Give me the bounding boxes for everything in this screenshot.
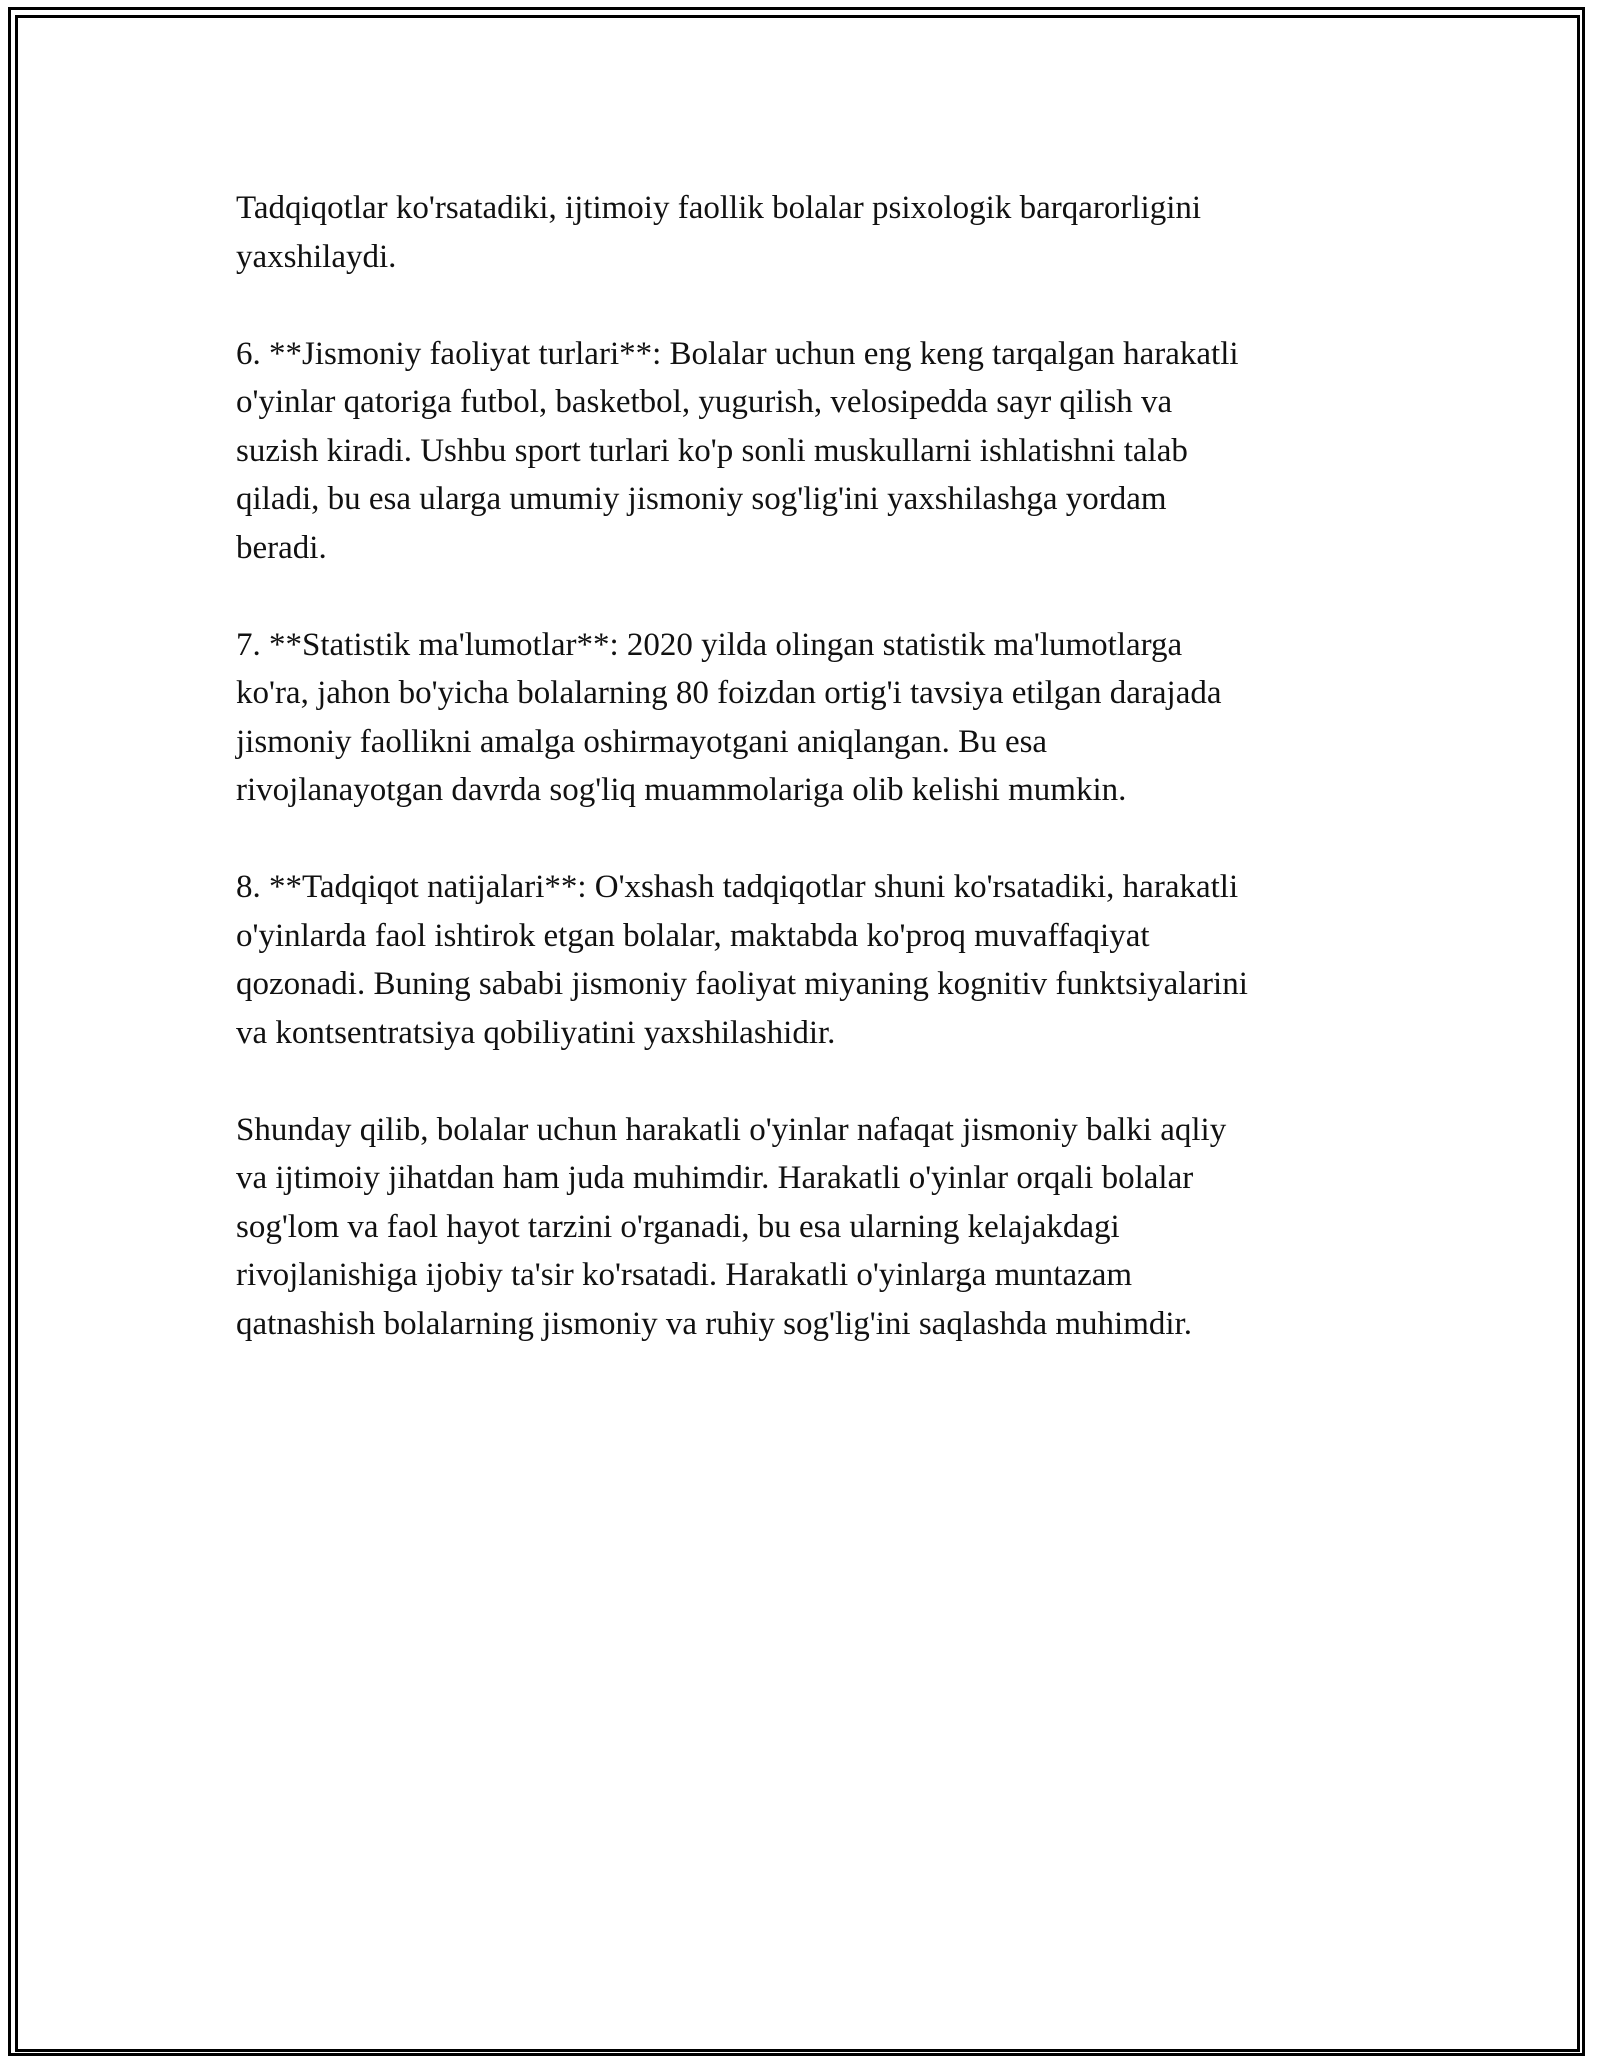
paragraph-physical-activity-types: 6. **Jismoniy faoliyat turlari**: Bolalar uchun eng keng tarqalgan harakatli o'yinlar qatoriga futbol, basketbol, yugurish, velosipedda sayr qilish va suzish kiradi. Ushbu sport turlari ko'p sonli muskullarni ishlatishni talab qiladi, bu esa ularga umumiy jismoniy sog'lig'ini yaxshilashga yordam beradi.	[236, 335, 1239, 566]
paragraph-research-results: 8. **Tadqiqot natijalari**: O'xshash tadqiqotlar shuni ko'rsatadiki, harakatli o'yinlarda faol ishtirok etgan bolalar, maktabda ko'proq muvaffaqiyat qozonadi. Buning sababi jismoniy faoliyat miyaning kognitiv funktsiyalarini va kontsentratsiya qobiliyatini yaxshilashidir.	[236, 869, 1248, 1051]
paragraph-statistics: 7. **Statistik ma'lumotlar**: 2020 yilda olingan statistik ma'lumotlarga ko'ra, jahon bo'yicha bolalarning 80 foizdan ortig'i tavsiya etilgan darajada jismoniy faollikni amalga oshirmayotgani aniqlangan. Bu esa rivojlanayotgan davrda sog'liq muammolariga olib kelishi mumkin.	[236, 626, 1222, 808]
paragraph-conclusion: Shunday qilib, bolalar uchun harakatli o'yinlar nafaqat jismoniy balki aqliy va ijtimoiy jihatdan ham juda muhimdir. Harakatli o'yinlar orqali bolalar sog'lom va faol hayot tarzini o'rganadi, bu esa ularning kelajakdagi rivojlanishiga ijobiy ta'sir ko'rsatadi. Harakatli o'yinlarga muntazam qatnashish bolalarning jismoniy va ruhiy sog'lig'ini saqlashda muhimdir.	[236, 1111, 1227, 1342]
paragraph-intro: Tadqiqotlar ko'rsatadiki, ijtimoiy faollik bolalar psixologik barqarorligini yaxshilaydi.	[236, 190, 1202, 275]
document-body	[236, 184, 1386, 1397]
